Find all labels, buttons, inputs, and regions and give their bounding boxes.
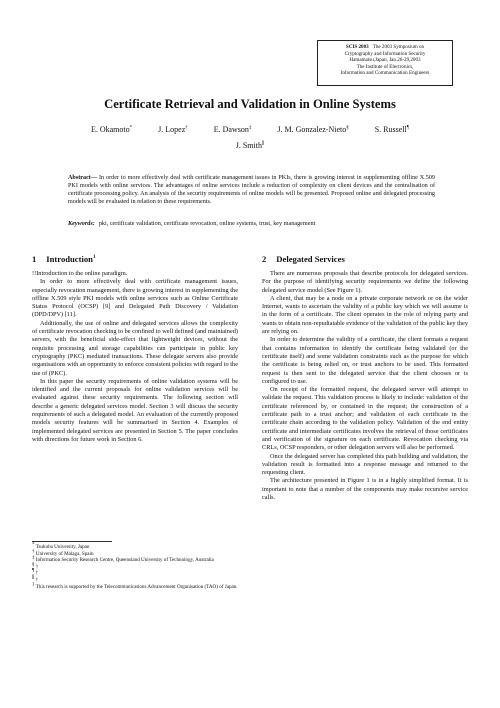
- footnote: ¶ †: [32, 568, 39, 577]
- paragraph: !!Introduction to the online paradigm.: [32, 270, 128, 277]
- right-column: [262, 270, 468, 502]
- left-column: [32, 270, 238, 444]
- section-heading-delegated-services: 2 Delegated Services: [262, 254, 345, 264]
- footnote-rule: [32, 541, 112, 542]
- author: J. Lopez†: [158, 125, 188, 134]
- symposium-line: The Institute of Electronics,: [356, 63, 414, 70]
- paper-title: Certificate Retrieval and Validation in Online Systems: [104, 97, 396, 111]
- paragraph: Once the delegated server has completed this path building and validation, the validation result is formatted into a response message and returned to the requesting client.: [262, 452, 468, 477]
- symposium-code: SCIS 2003: [345, 44, 369, 50]
- footnote: * Tsukuba University, Japan: [32, 542, 90, 550]
- footnote: ‡ Information Security Research Centre, Queensland University of Technology, Australia: [32, 555, 214, 564]
- paragraph: A client, that may be a node on a private corporate network or on the wider Internet, wants to ascertain the validity of a public key which we will assume is in the form of a certificate. The client operates in the role of relying party and wants to obtain non-repudiatable evidence of the validation of the public key they are relying on.: [262, 294, 468, 336]
- paragraph: The architecture presented in Figure 1 is in a highly simplified format. It is important to note that a number of the components may make recursive service calls.: [262, 477, 468, 502]
- paragraph: Additionally, the use of online and delegated services allows the complexity of certificate revocation checking to be confined to well defined (and maintained) servers, with the beneficial side-effect that lightweight devices, without the requisite processing and storage capabilities can participate in public key cryptography (PKC) mediated transactions. These delegate servers also provide organisations with an opportunity to enforce consistent policies with regard to the use of (PKC).: [32, 319, 238, 377]
- keywords-text: pki, certificate validation, certificate revocation, online systems, trust, key management: [98, 220, 316, 227]
- symposium-box: [317, 40, 453, 86]
- footnote: $^1$ This research is supported by the Telecommunications Advancement Organisation (TAO) of Japan.: [32, 581, 238, 590]
- paragraph: In order to more effectively deal with certificate management issues, especially revocation management, there is growing interest in supplementing the offline X.509 style PKI models with online services such as Online Certificate Status Protocol (OCSP) [9] and Delegated Path Discovery / Validation (DPD/DPV) [11].: [32, 278, 238, 319]
- paragraph: In order to determine the validity of a certificate, the client formats a request that contains information to identify the certificate being validated (or the certificate itself) and some validation constraints such as the purpose for which the certificate is being relied on, or trust anchors to be used. This formatted request is then sent to the delegated service that the client chooses or is configured to use.: [262, 336, 468, 385]
- symposium-line: Information and Communication Engineers: [340, 70, 430, 77]
- section-heading-introduction: 1 Introduction$^1$: [32, 254, 96, 264]
- abstract: [68, 174, 435, 207]
- keywords-label: Keywords:: [68, 220, 95, 227]
- footnote: § †: [32, 562, 39, 570]
- paragraph: There are numerous proposals that describe protocols for delegated services. For the purpose of identifying security requirements we define the following delegated service model (See Figure 1).: [262, 270, 468, 294]
- author: S. Russell¶: [374, 125, 410, 134]
- abstract-text: In order to more effectively deal with certificate management issues in PKIs, there is growing interest in supplementing offline X.509 PKI models with online services. The advantages of online services include a reduction of complexity on client devices and the centralisation of certificate processing policy. An analysis of the security requirements of online models will be presented. Proposed online and delegated processing models will be evaluated in relation to these requirements.: [68, 175, 435, 206]
- author-row: [40, 141, 460, 150]
- author: E. Okamoto*: [90, 125, 133, 134]
- paragraph: In this paper the security requirements of online validation systems will be identified and the current proposals for online validation services will be evaluated against these security requirements. The following section will describe a generic delegated services model. Section 3 will discuss the security requirements of such a delegated model. An evaluation of the currently proposed models security features will be summarised in Section 4. Examples of implemented delegated services are presented in Section 5. The paper concludes with directions for future work in Section 6.: [32, 377, 238, 443]
- symposium-line: The 2003 Symposium on: [372, 44, 425, 50]
- paragraph: On receipt of the formatted request, the delegated server will attempt to validate the request. This validation process is likely to include: validation of the certificate referenced by, or contained in the request; the construction of a certificate path to a trust anchor; and validation of each certificate in the certificate chain according to the validation policy. Validation of the end entity certificate and intermediate certificates involves the retrieval of those certificates and verification of the signature on each certificate. Revocation checking via CRLs, OCSP responders, or other delegation servers will also be performed.: [262, 386, 468, 452]
- footnotes: [32, 544, 238, 590]
- keywords: [68, 220, 435, 228]
- footnote: ∥ †: [32, 575, 39, 583]
- author: E. Dawson‡: [213, 125, 252, 134]
- author: J. M. Gonzalez-Nieto§: [277, 125, 349, 134]
- author-row: [40, 125, 460, 134]
- footnote: † University of Malaga, Spain: [32, 548, 94, 557]
- symposium-line: Cryptography and Information Security: [344, 50, 426, 57]
- author: J. Smith∥: [235, 141, 265, 150]
- abstract-label: Abstract—: [68, 175, 97, 181]
- symposium-line: Hamamatsu,Japan, Jan.26-29,2003: [349, 57, 421, 64]
